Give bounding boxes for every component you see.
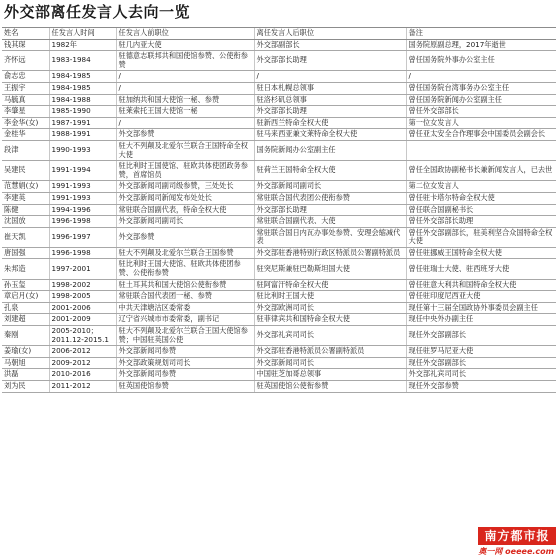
cell-note: 曾任驻意大利共和国特命全权大使 xyxy=(406,279,556,291)
table-row xyxy=(2,346,556,358)
cell-note: 曾任驻挪威王国特命全权大使 xyxy=(406,247,556,259)
logo-sub-text: 奥一网 oeeee.com xyxy=(478,547,554,556)
table-row xyxy=(2,314,556,326)
table-row xyxy=(2,279,556,291)
cell-note: 曾任国务院台湾事务办公室主任 xyxy=(406,82,556,94)
cell-pre: 外交部新闻司参赞 xyxy=(116,346,254,358)
cell-post: 驻新西兰特命全权大使 xyxy=(254,117,406,129)
header-cell: 任发言人时间 xyxy=(49,28,116,40)
cell-pre: 驻土耳其共和国大使馆公使衔参赞 xyxy=(116,279,254,291)
cell-post: 驻比利时王国大使 xyxy=(254,291,406,303)
cell-post: 中国驻芝加哥总领事 xyxy=(254,369,406,381)
cell-pre: / xyxy=(116,82,254,94)
cell-pre: 驻英国使馆参赞 xyxy=(116,381,254,393)
cell-pre: 驻大不列颠及北爱尔兰联合王国参赞 xyxy=(116,247,254,259)
cell-name: 李肇星 xyxy=(2,106,49,118)
cell-post: 常驻联合国副代表、大使 xyxy=(254,216,406,228)
cell-name: 马毓真 xyxy=(2,94,49,106)
cell-name: 孔泉 xyxy=(2,302,49,314)
cell-pre: 外交部参赞 xyxy=(116,129,254,141)
cell-note: 曾任国务院外事办公室主任 xyxy=(406,51,556,71)
cell-note: 国务院原副总理，2017年逝世 xyxy=(406,39,556,51)
page-title: 外交部离任发言人去向一览 xyxy=(4,3,191,21)
cell-pre: 中共天津塘沽区委常委 xyxy=(116,302,254,314)
table-row xyxy=(2,39,556,51)
cell-post: 驻突尼斯兼驻巴勒斯坦国大使 xyxy=(254,259,406,279)
cell-note: 第一位女发言人 xyxy=(406,117,556,129)
cell-note: 曾任国务院新闻办公室副主任 xyxy=(406,94,556,106)
cell-name: 章启月(女) xyxy=(2,291,49,303)
cell-name: 金桂华 xyxy=(2,129,49,141)
table-row xyxy=(2,82,556,94)
cell-post: 外交部欧洲司司长 xyxy=(254,302,406,314)
cell-note: 曾任联合国副秘书长 xyxy=(406,204,556,216)
cell-note: 曾任驻印度尼西亚大使 xyxy=(406,291,556,303)
header-cell: 任发言人前职位 xyxy=(116,28,254,40)
cell-name: 段津 xyxy=(2,140,49,160)
cell-post: 外交部驻香港特别行政区特派员公署副特派员 xyxy=(254,247,406,259)
logo-main-text: 南方都市报 xyxy=(478,527,556,545)
table-row xyxy=(2,216,556,228)
cell-name: 刘为民 xyxy=(2,381,49,393)
table-row xyxy=(2,291,556,303)
cell-post: 驻阿富汗特命全权大使 xyxy=(254,279,406,291)
table-row xyxy=(2,204,556,216)
cell-time: 1984-1985 xyxy=(49,82,116,94)
cell-time: 2005-2010；2011.12-2015.1 xyxy=(49,326,116,346)
cell-name: 姜瑜(女) xyxy=(2,346,49,358)
cell-name: 李建英 xyxy=(2,192,49,204)
table-row xyxy=(2,161,556,181)
table-row xyxy=(2,227,556,247)
cell-time: 2011-2012 xyxy=(49,381,116,393)
table-row xyxy=(2,117,556,129)
cell-post: 驻荷兰王国特命全权大使 xyxy=(254,161,406,181)
cell-pre: 外交部新闻司副司长 xyxy=(116,216,254,228)
cell-time: 2009-2012 xyxy=(49,357,116,369)
cell-time: 1998-2005 xyxy=(49,291,116,303)
cell-pre: 外交部新闻司副司级参赞，三处处长 xyxy=(116,181,254,193)
cell-name: 王振宇 xyxy=(2,82,49,94)
cell-time: 1987-1991 xyxy=(49,117,116,129)
cell-pre: 驻大不列颠及北爱尔兰联合王国大使馆参赞；中国驻英国公使 xyxy=(116,326,254,346)
table-row xyxy=(2,192,556,204)
cell-pre: 驻比利时王国大使馆、驻欧共体使团参赞、公使衔参赞 xyxy=(116,259,254,279)
cell-post: 外交部驻香港特派员公署副特派员 xyxy=(254,346,406,358)
cell-name: 李金华(女) xyxy=(2,117,49,129)
table-row xyxy=(2,181,556,193)
cell-pre: / xyxy=(116,71,254,83)
cell-pre: 外交部新闻司参赞 xyxy=(116,369,254,381)
cell-note: 现任外交部参赞 xyxy=(406,381,556,393)
cell-time: 2001-2006 xyxy=(49,302,116,314)
cell-name: 刘建超 xyxy=(2,314,49,326)
cell-pre: 驻加纳共和国大使馆一秘、参赞 xyxy=(116,94,254,106)
header-cell: 备注 xyxy=(406,28,556,40)
cell-post: 驻菲律宾共和国特命全权大使 xyxy=(254,314,406,326)
cell-pre: / xyxy=(116,117,254,129)
cell-post: 外交部新闻司司长 xyxy=(254,357,406,369)
cell-post: 驻英国使馆公使衔参赞 xyxy=(254,381,406,393)
cell-post: 常驻联合国代表团公使衔参赞 xyxy=(254,192,406,204)
cell-note: / xyxy=(406,71,556,83)
cell-time: 1994-1996 xyxy=(49,204,116,216)
cell-time: 1991-1993 xyxy=(49,192,116,204)
cell-time: 2010-2016 xyxy=(49,369,116,381)
cell-post: 国务院新闻办公室副主任 xyxy=(254,140,406,160)
cell-post: / xyxy=(254,71,406,83)
cell-time: 2006-2012 xyxy=(49,346,116,358)
cell-post: 外交部部长助理 xyxy=(254,204,406,216)
cell-note: 曾任驻瑞士大使、驻西班牙大使 xyxy=(406,259,556,279)
cell-time: 1990-1993 xyxy=(49,140,116,160)
table-row xyxy=(2,357,556,369)
table-row xyxy=(2,302,556,314)
cell-post: 外交部礼宾司司长 xyxy=(254,326,406,346)
cell-note: 曾任驻卡塔尔特命全权大使 xyxy=(406,192,556,204)
table-row xyxy=(2,94,556,106)
cell-time: 1998-2002 xyxy=(49,279,116,291)
cell-time: 2001-2009 xyxy=(49,314,116,326)
cell-note: 曾任外交部副部长，驻美利坚合众国特命全权大使 xyxy=(406,227,556,247)
table-row xyxy=(2,369,556,381)
cell-pre: 驻比利时王国使馆、驻欧共体使团政务参赞，首席馆员 xyxy=(116,161,254,181)
cell-post: 外交部部长助理 xyxy=(254,51,406,71)
cell-time: 1984-1988 xyxy=(49,94,116,106)
cell-time: 1991-1994 xyxy=(49,161,116,181)
cell-note: 曾任外交部部长 xyxy=(406,106,556,118)
cell-name: 孙玉玺 xyxy=(2,279,49,291)
table-row xyxy=(2,140,556,160)
cell-time: 1991-1993 xyxy=(49,181,116,193)
cell-note: 现任驻罗马尼亚大使 xyxy=(406,346,556,358)
cell-name: 俞志忠 xyxy=(2,71,49,83)
cell-name: 范慧娟(女) xyxy=(2,181,49,193)
cell-post: 外交部副部长 xyxy=(254,39,406,51)
cell-note: 现任中央外办副主任 xyxy=(406,314,556,326)
table-row xyxy=(2,381,556,393)
cell-pre: 常驻联合国代表团一秘、参赞 xyxy=(116,291,254,303)
cell-time: 1985-1990 xyxy=(49,106,116,118)
cell-name: 钱其琛 xyxy=(2,39,49,51)
cell-name: 朱邦造 xyxy=(2,259,49,279)
cell-time: 1997-2001 xyxy=(49,259,116,279)
cell-name: 陈健 xyxy=(2,204,49,216)
cell-time: 1996-1997 xyxy=(49,227,116,247)
cell-time: 1996-1998 xyxy=(49,247,116,259)
cell-time: 1982年 xyxy=(49,39,116,51)
cell-pre: 驻大不列颠及北爱尔兰联合王国特命全权大使 xyxy=(116,140,254,160)
cell-name: 秦刚 xyxy=(2,326,49,346)
cell-name: 吴建民 xyxy=(2,161,49,181)
cell-note: 现任外交部副部长 xyxy=(406,326,556,346)
cell-time: 1996-1998 xyxy=(49,216,116,228)
cell-post: 外交部新闻司副司长 xyxy=(254,181,406,193)
cell-note xyxy=(406,140,556,160)
cell-post: 驻日本札幌总领事 xyxy=(254,82,406,94)
spokesperson-table xyxy=(2,27,556,393)
cell-note: 曾任全国政协副秘书长兼新闻发言人，已去世 xyxy=(406,161,556,181)
cell-note: 曾任亚太安全合作理事会中国委员会副会长 xyxy=(406,129,556,141)
cell-time: 1984-1985 xyxy=(49,71,116,83)
cell-pre: 常驻联合国副代表，特命全权大使 xyxy=(116,204,254,216)
cell-post: 驻洛杉矶总领事 xyxy=(254,94,406,106)
table-row xyxy=(2,259,556,279)
cell-time: 1983-1984 xyxy=(49,51,116,71)
cell-time: 1988-1991 xyxy=(49,129,116,141)
cell-note: 曾任外交部部长助理 xyxy=(406,216,556,228)
cell-post: 常驻联合国日内瓦办事处参赞、安理会缩减代表 xyxy=(254,227,406,247)
table-row xyxy=(2,247,556,259)
cell-pre: 驻莱索托王国大使馆一秘 xyxy=(116,106,254,118)
table-row xyxy=(2,71,556,83)
table-row xyxy=(2,106,556,118)
cell-pre: 驻几内亚大使 xyxy=(116,39,254,51)
cell-note: 现任第十三届全国政协外事委员会副主任 xyxy=(406,302,556,314)
cell-name: 唐国强 xyxy=(2,247,49,259)
cell-name: 崔天凯 xyxy=(2,227,49,247)
newspaper-logo xyxy=(476,525,558,559)
cell-note: 外交部礼宾司司长 xyxy=(406,369,556,381)
cell-pre: 外交部新闻司新闻发布处处长 xyxy=(116,192,254,204)
header-cell: 姓名 xyxy=(2,28,49,40)
cell-post: 驻马来西亚兼文莱特命全权大使 xyxy=(254,129,406,141)
cell-name: 马朝旭 xyxy=(2,357,49,369)
cell-pre: 外交部政策规划司司长 xyxy=(116,357,254,369)
cell-name: 沈国放 xyxy=(2,216,49,228)
table-row xyxy=(2,129,556,141)
cell-note: 第二位女发言人 xyxy=(406,181,556,193)
table-row xyxy=(2,326,556,346)
cell-post: 外交部部长助理 xyxy=(254,106,406,118)
cell-note: 现任外交部副部长 xyxy=(406,357,556,369)
cell-name: 洪磊 xyxy=(2,369,49,381)
cell-pre: 驻德意志联邦共和国使馆参赞、公使衔参赞 xyxy=(116,51,254,71)
table-header-row xyxy=(2,28,556,40)
cell-name: 齐怀远 xyxy=(2,51,49,71)
table-row xyxy=(2,51,556,71)
cell-pre: 辽宁省兴城市市委常委，副书记 xyxy=(116,314,254,326)
cell-pre: 外交部参赞 xyxy=(116,227,254,247)
header-cell: 离任发言人后职位 xyxy=(254,28,406,40)
